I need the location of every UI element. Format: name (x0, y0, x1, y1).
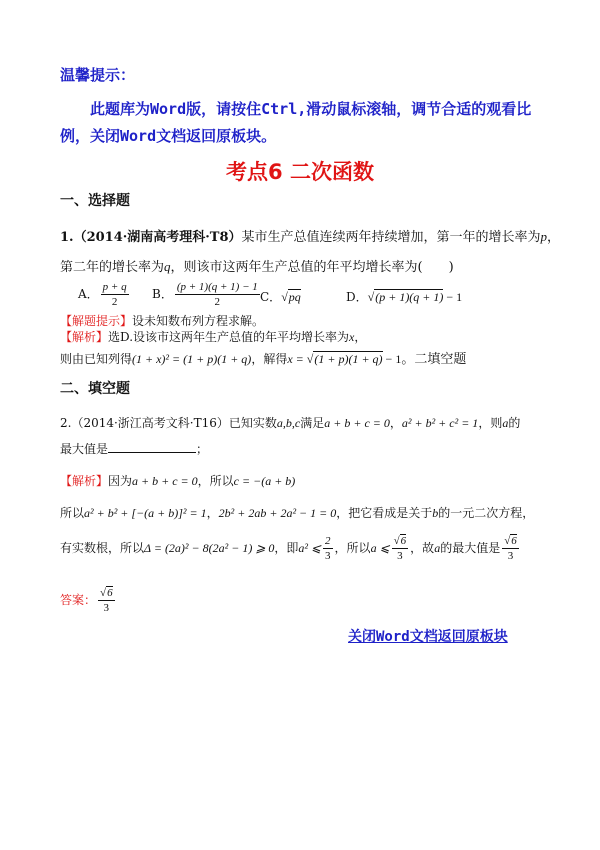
sol3-eq: Δ = (2a)² − 8(2a² − 1) ⩾ 0 (144, 541, 275, 555)
tip-body: 此题库为Word版，请按住Ctrl,滑动鼠标滚轴，调节合适的观看比例，关闭Word文档返回原板块。 (60, 100, 532, 145)
sol3-var: a (434, 541, 441, 555)
q1-option-d: D．√(p + 1)(q + 1) − 1 (346, 290, 463, 304)
q2-cond-sep: ， (389, 416, 402, 430)
hint-tag: 【解题提示】 (60, 314, 133, 328)
q1-option-a (78, 280, 131, 309)
q1-line2 (60, 256, 550, 275)
eq-end: 。二填空题 (401, 352, 467, 367)
sol1-a: 因为 (108, 474, 133, 488)
q1-prefix: 1.（2014·湖南高考理科·T8） (60, 230, 242, 245)
option-d-expr: (p + 1)(q + 1) (375, 290, 444, 304)
q1-sep: ， (547, 230, 561, 245)
option-b-label: B． (152, 287, 173, 301)
sol1-b: ，所以 (197, 474, 234, 488)
option-b-den: 2 (214, 296, 221, 308)
q2-sol2 (60, 504, 550, 521)
sol1-c: c = −(a + b) (233, 474, 296, 488)
answer-frac (98, 586, 115, 615)
q2-var-a: a (502, 416, 509, 430)
frac3-den: 3 (507, 550, 514, 562)
answer-label: 答案： (60, 593, 97, 607)
sol2-a: 所以 (60, 506, 85, 520)
q1-option-b (152, 280, 262, 309)
frac2-num: √6 (393, 535, 407, 547)
frac1-den: 3 (325, 550, 331, 562)
q1-answer (60, 328, 550, 345)
sol2-var: b (432, 506, 439, 520)
q2-line2-text: 最大值是 (60, 442, 109, 456)
sol1-eq: a + b + c = 0 (132, 474, 198, 488)
option-b-num: (p + 1)(q + 1) − 1 (176, 281, 258, 293)
q1-line2-text: 第二年的增长率为 (60, 260, 165, 275)
sol3-a: 有实数根，所以 (60, 541, 145, 555)
frac1-num: 2 (325, 535, 331, 547)
sol3-lhs: a² ⩽ (298, 541, 322, 555)
sol2-eq2: 2b² + 2ab + 2a² − 1 = 0 (218, 506, 337, 520)
q1-var-q: q (164, 259, 171, 274)
q2-sol1 (60, 472, 550, 489)
sol3-e: 的最大值是 (440, 541, 501, 555)
eq-sol-a: x = (287, 352, 307, 366)
sol2-c: 的一元二次方程， (438, 506, 535, 520)
hint-text: 设未知数布列方程求解。 (132, 314, 265, 328)
option-a-frac (101, 280, 129, 309)
q1-line1 (60, 226, 561, 245)
option-c-expr: pq (288, 290, 301, 304)
answer-num-radicand: 6 (107, 587, 113, 599)
sol3-frac3 (502, 534, 519, 563)
eq-pre: 则由已知列得 (60, 352, 133, 366)
answer-var: x (349, 330, 355, 344)
section-fill: 二、填空题 (60, 381, 130, 397)
answer-den: 3 (103, 602, 110, 614)
q2-cond-end: ，则 (478, 416, 503, 430)
sol3-lhs2: a ⩽ (370, 541, 390, 555)
q2-vars: a,b,c (276, 416, 301, 430)
sol3-c: ，所以 (334, 541, 371, 555)
frac3-num-radicand: 6 (511, 535, 517, 547)
sol3-b: ，即 (274, 541, 299, 555)
q2-line2-end: ； (196, 442, 209, 456)
option-a-num: p + q (102, 281, 127, 293)
eq-sol-b: − 1 (382, 352, 402, 366)
close-word-link[interactable]: 关闭Word文档返回原板块 (348, 629, 508, 645)
q2-line2 (60, 440, 550, 457)
eq-lhs: (1 + x)² = (1 + p)(1 + q) (132, 352, 252, 366)
q1-option-c: C．√pq (260, 290, 301, 304)
q2-sol3 (60, 534, 550, 563)
q1-text: 某市生产总值连续两年持续增加，第一年的增长率为 (241, 230, 541, 245)
answer-num: √6 (100, 587, 113, 599)
sol3-frac2 (392, 534, 409, 563)
frac3-num: √6 (504, 535, 517, 547)
eq-mid: ，解得 (251, 352, 288, 366)
sol2-eq1: a² + b² + [−(a + b)]² = 1 (84, 506, 207, 520)
option-a-den: 2 (111, 296, 118, 308)
answer-tag: 【解析】 (60, 330, 109, 344)
sol3-frac1 (323, 534, 333, 563)
section-choice: 一、选择题 (60, 193, 130, 209)
eq-sol-sqrt: (1 + p)(1 + q) (314, 352, 383, 366)
q2-line1 (60, 414, 550, 431)
q1-equation: 则由已知列得(1 + x)² = (1 + p)(1 + q)，解得x = √(1 + p)(1 + q) − 1。二填空题 (60, 352, 467, 367)
sol2-sep: ， (206, 506, 219, 520)
answer-blank (108, 441, 196, 453)
option-c-label: C． (260, 290, 282, 304)
q2-cond2: a² + b² + c² = 1 (401, 416, 479, 430)
q2-answer (60, 586, 550, 615)
q1-line2-tail: ，则该市这两年生产总值的年平均增长率为( ) (170, 260, 454, 275)
q1-var-p: p (540, 229, 548, 244)
sol2-b: ，把它看成是关于 (336, 506, 433, 520)
option-a-label: A． (78, 287, 99, 301)
q2-cond-tail: 的 (508, 416, 521, 430)
solution-tag: 【解析】 (60, 474, 109, 488)
frac2-den: 3 (397, 550, 403, 562)
sol3-d: ，故 (410, 541, 435, 555)
q2-cond1: a + b + c = 0 (324, 416, 390, 430)
page-title: 考点6 二次函数 (226, 160, 374, 184)
option-d-tail: − 1 (443, 290, 463, 304)
q2-cond-pre: 满足 (300, 416, 325, 430)
tip-title: 温馨提示： (60, 66, 136, 84)
q2-prefix: 2.（2014·浙江高考文科·T16）已知实数 (60, 416, 277, 430)
answer-end: ， (354, 330, 367, 344)
option-b-frac (175, 280, 260, 309)
q1-hint (60, 312, 550, 329)
answer-text: 选D.设该市这两年生产总值的年平均增长率为 (108, 330, 350, 344)
frac2-num-radicand: 6 (400, 535, 407, 547)
option-d-label: D． (346, 290, 368, 304)
